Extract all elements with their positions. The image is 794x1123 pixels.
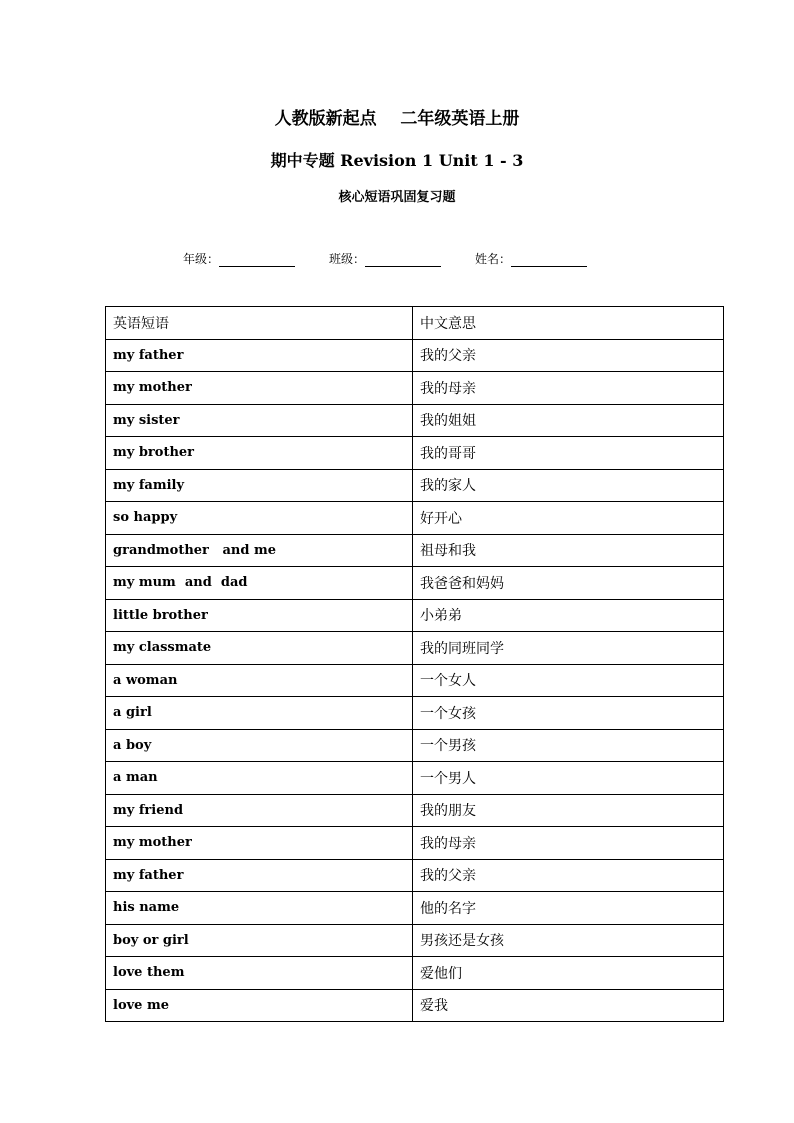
english-phrase: my classmate: [106, 632, 413, 665]
class-label: 班级：: [329, 252, 366, 266]
english-phrase: my mother: [106, 372, 413, 405]
chinese-meaning: 我的朋友: [413, 794, 724, 827]
chinese-meaning: 我的父亲: [413, 339, 724, 372]
english-phrase: my father: [106, 339, 413, 372]
table-row: [106, 664, 724, 697]
english-phrase: my mum and dad: [106, 567, 413, 600]
header-english: 英语短语: [106, 307, 413, 340]
table-row: [106, 567, 724, 600]
chinese-meaning: 我的父亲: [413, 859, 724, 892]
document-title: 人教版新起点 二年级英语上册: [274, 109, 520, 129]
english-phrase: a woman: [106, 664, 413, 697]
grade-blank[interactable]: [219, 251, 295, 267]
english-phrase: grandmother and me: [106, 534, 413, 567]
table-row: [106, 339, 724, 372]
english-phrase: my family: [106, 469, 413, 502]
english-phrase: little brother: [106, 599, 413, 632]
student-info-fields: [183, 250, 621, 267]
table-row: [106, 989, 724, 1022]
table-row: [106, 762, 724, 795]
table-row: [106, 794, 724, 827]
english-phrase: my father: [106, 859, 413, 892]
chinese-meaning: 我的家人: [413, 469, 724, 502]
chinese-meaning: 小弟弟: [413, 599, 724, 632]
chinese-meaning: 他的名字: [413, 892, 724, 925]
table-row: [106, 502, 724, 535]
table-row: [106, 729, 724, 762]
table-row: [106, 697, 724, 730]
table-row: [106, 372, 724, 405]
name-blank[interactable]: [511, 251, 587, 267]
english-phrase: my mother: [106, 827, 413, 860]
table-row: [106, 599, 724, 632]
grade-label: 年级：: [183, 252, 220, 266]
english-phrase: my friend: [106, 794, 413, 827]
english-phrase: a man: [106, 762, 413, 795]
chinese-meaning: 我的哥哥: [413, 437, 724, 470]
english-phrase: so happy: [106, 502, 413, 535]
class-blank[interactable]: [365, 251, 441, 267]
header-chinese: 中文意思: [413, 307, 724, 340]
table-row: [106, 924, 724, 957]
chinese-meaning: 一个男人: [413, 762, 724, 795]
english-phrase: love them: [106, 957, 413, 990]
table-row: [106, 892, 724, 925]
chinese-meaning: 我的母亲: [413, 372, 724, 405]
name-label: 姓名：: [475, 252, 512, 266]
english-phrase: his name: [106, 892, 413, 925]
table-row: [106, 859, 724, 892]
chinese-meaning: 祖母和我: [413, 534, 724, 567]
table-row: [106, 957, 724, 990]
chinese-meaning: 男孩还是女孩: [413, 924, 724, 957]
chinese-meaning: 爱他们: [413, 957, 724, 990]
chinese-meaning: 一个男孩: [413, 729, 724, 762]
english-phrase: my sister: [106, 404, 413, 437]
grade-field: [183, 250, 295, 267]
chinese-meaning: 一个女孩: [413, 697, 724, 730]
chinese-meaning: 我的母亲: [413, 827, 724, 860]
chinese-meaning: 爱我: [413, 989, 724, 1022]
table-row: [106, 632, 724, 665]
english-phrase: love me: [106, 989, 413, 1022]
document-subtitle: 期中专题 Revision 1 Unit 1 - 3: [270, 151, 524, 170]
table-row: [106, 534, 724, 567]
english-phrase: boy or girl: [106, 924, 413, 957]
table-header-row: [106, 307, 724, 340]
chinese-meaning: 我的同班同学: [413, 632, 724, 665]
chinese-meaning: 一个女人: [413, 664, 724, 697]
english-phrase: a girl: [106, 697, 413, 730]
table-row: [106, 469, 724, 502]
chinese-meaning: 我的姐姐: [413, 404, 724, 437]
table-row: [106, 437, 724, 470]
class-field: [329, 250, 441, 267]
english-phrase: my brother: [106, 437, 413, 470]
name-field: [475, 250, 587, 267]
table-row: [106, 404, 724, 437]
phrase-table: [105, 306, 724, 1022]
chinese-meaning: 我爸爸和妈妈: [413, 567, 724, 600]
english-phrase: a boy: [106, 729, 413, 762]
table-row: [106, 827, 724, 860]
chinese-meaning: 好开心: [413, 502, 724, 535]
section-heading: 核心短语巩固复习题: [338, 190, 456, 205]
